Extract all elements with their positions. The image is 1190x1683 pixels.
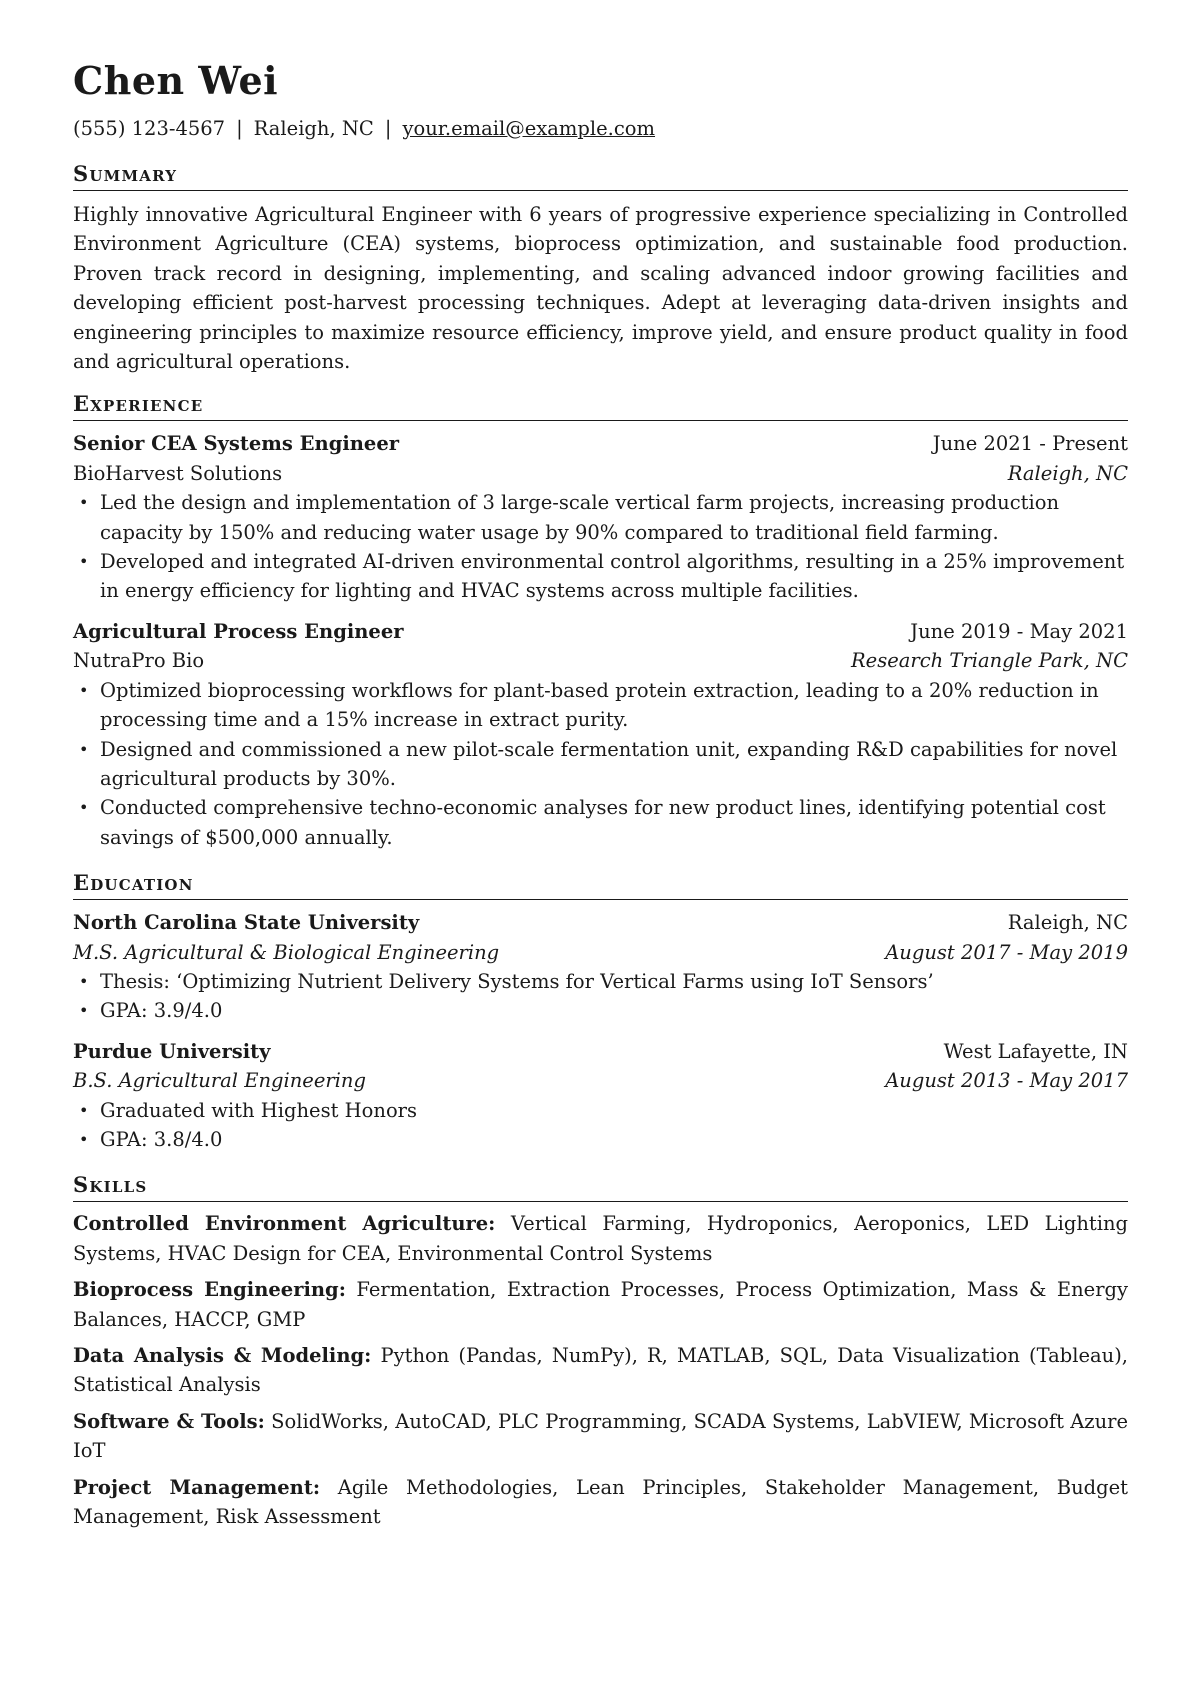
skill-label: Controlled Environment Agriculture: (73, 1212, 496, 1236)
list-item (73, 735, 1128, 794)
contact-line (73, 116, 1128, 142)
summary-text: Highly innovative Agricultural Engineer with 6 years of progressive experience specializing in Controlled Environment Agriculture (CEA) systems, bioprocess optimization, and sustainable food production. Proven track record in designing, implementing, and scaling advanced indoor growing facilities and developing efficient post-harvest processing techniques. Adept at leveraging data-driven insights and engineering principles to maximize resource efficiency, improve yield, and ensure product quality in food and agricultural operations. (73, 203, 1128, 374)
school-name: Purdue University (73, 1039, 271, 1063)
education-bullets (73, 1096, 1128, 1155)
skill-label: Data Analysis & Modeling: (73, 1344, 372, 1367)
job-bullets (73, 676, 1128, 852)
list-item (73, 547, 1128, 606)
job-entry (73, 429, 1128, 605)
bullet-icon: • (79, 552, 89, 572)
bullet-text: Developed and integrated AI-driven environmental control algorithms, resulting in a 25% improvement in energy efficiency for lighting and HVAC systems across multiple facilities. (100, 550, 1125, 603)
job-entry (73, 617, 1128, 852)
bullet-text: GPA: 3.8/4.0 (100, 1127, 223, 1151)
list-item (73, 1096, 1128, 1125)
list-item (73, 676, 1128, 735)
skill-value: Python (Pandas, NumPy), R, MATLAB, SQL, Data Visualization (Tableau), Statistical Analysis (73, 1344, 1129, 1397)
school-location: West Lafayette, IN (943, 1039, 1128, 1063)
location: Raleigh, NC (253, 117, 374, 140)
education-heading: Education (73, 870, 1128, 900)
school-location: Raleigh, NC (1007, 911, 1128, 935)
bullet-icon: • (79, 493, 89, 513)
bullet-icon: • (79, 798, 89, 818)
job-title: Agricultural Process Engineer (73, 619, 404, 643)
skills-list (73, 1209, 1128, 1531)
contact-separator: | (384, 117, 392, 140)
skill-row (73, 1341, 1128, 1400)
job-dates: June 2019 - May 2021 (910, 619, 1128, 643)
skill-row (73, 1407, 1128, 1466)
bullet-text: Conducted comprehensive techno-economic analyses for new product lines, identifying potential cost savings of $500,000 annually. (100, 796, 1106, 849)
list-item (73, 1125, 1128, 1154)
skill-value: SolidWorks, AutoCAD, PLC Programming, SCADA Systems, LabVIEW, Microsoft Azure IoT (73, 1409, 1128, 1463)
bullet-icon: • (79, 680, 89, 700)
phone-number: (555) 123-4567 (73, 117, 226, 140)
school-name: North Carolina State University (73, 911, 420, 935)
degree: B.S. Agricultural Engineering (73, 1069, 366, 1093)
bullet-text: Thesis: ‘Optimizing Nutrient Delivery Systems for Vertical Farms using IoT Sensors’ (100, 969, 934, 993)
company-name: NutraPro Bio (73, 649, 205, 673)
education-entry (73, 908, 1128, 1026)
job-dates: June 2021 - Present (932, 432, 1128, 456)
summary-heading: Summary (73, 161, 1128, 191)
contact-separator: | (236, 117, 243, 140)
list-item (73, 996, 1128, 1025)
skills-heading: Skills (73, 1172, 1128, 1202)
skill-value: Fermentation, Extraction Processes, Process Optimization, Mass & Energy Balances, HACCP, GMP (73, 1278, 1129, 1331)
company-name: BioHarvest Solutions (73, 461, 283, 485)
skill-label: Bioprocess Engineering: (73, 1278, 346, 1302)
skill-label: Project Management: (73, 1475, 321, 1499)
skill-label: Software & Tools: (73, 1409, 265, 1433)
bullet-icon: • (79, 1129, 89, 1149)
education-entry (73, 1037, 1128, 1155)
skill-row (73, 1209, 1128, 1268)
job-title: Senior CEA Systems Engineer (73, 432, 399, 456)
job-location: Research Triangle Park, NC (851, 649, 1128, 673)
bullet-text: Led the design and implementation of 3 large-scale vertical farm projects, increasing production capacity by 150% and reducing water usage by 90% compared to traditional field farming. (100, 491, 1060, 544)
list-item (73, 793, 1128, 852)
job-bullets (73, 488, 1128, 606)
education-bullets (73, 967, 1128, 1026)
skill-row (73, 1275, 1128, 1334)
experience-heading: Experience (73, 391, 1128, 421)
degree: M.S. Agricultural & Biological Engineering (73, 940, 500, 964)
bullet-icon: • (79, 971, 89, 991)
bullet-text: GPA: 3.9/4.0 (100, 999, 223, 1023)
education-dates: August 2017 - May 2019 (885, 940, 1128, 964)
list-item (73, 967, 1128, 996)
job-location: Raleigh, NC (1007, 461, 1128, 485)
skill-value: Agile Methodologies, Lean Principles, Stakeholder Management, Budget Management, Risk Assessment (73, 1475, 1128, 1529)
email-link[interactable]: your.email@example.com (402, 117, 656, 140)
bullet-icon: • (79, 1001, 89, 1021)
bullet-text: Optimized bioprocessing workflows for plant-based protein extraction, leading to a 20% reduction in processing time and a 15% increase in extract purity. (100, 678, 1099, 732)
education-dates: August 2013 - May 2017 (885, 1069, 1128, 1093)
candidate-name: Chen Wei (73, 58, 279, 103)
skill-value: Vertical Farming, Hydroponics, Aeroponics, LED Lighting Systems, HVAC Design for CEA, Environmental Control Systems (73, 1212, 1129, 1265)
bullet-text: Graduated with Highest Honors (100, 1098, 418, 1122)
bullet-icon: • (79, 1100, 89, 1120)
bullet-text: Designed and commissioned a new pilot-scale fermentation unit, expanding R&D capabilities for novel agricultural products by 30%. (100, 737, 1118, 790)
list-item (73, 488, 1128, 547)
bullet-icon: • (79, 739, 89, 759)
skill-row (73, 1473, 1128, 1532)
